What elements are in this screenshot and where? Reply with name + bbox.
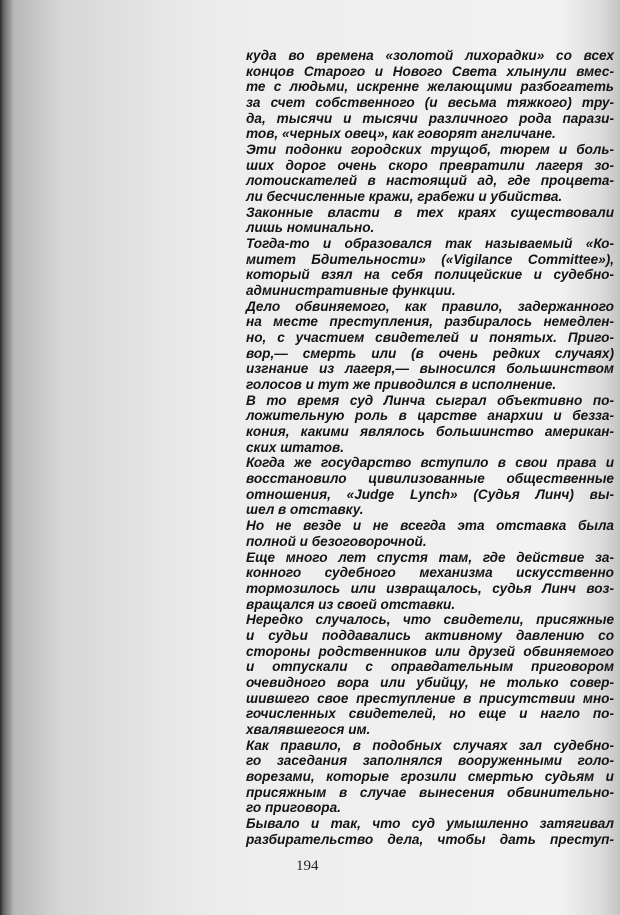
text-line: Еще много лет спустя там, где действие за- bbox=[246, 549, 614, 565]
text-line: который взял на себя полицейские и судебно- bbox=[246, 267, 614, 283]
text-line: В то время суд Линча сыграл объективно по- bbox=[246, 392, 614, 408]
text-line: тормозилось или извращалось, судья Линч воз- bbox=[246, 580, 614, 596]
text-line: голосов и тут же приводился в исполнение. bbox=[246, 377, 557, 393]
text-line: но, с участием свидетелей и понятых. Приго- bbox=[246, 330, 614, 346]
text-line: полной и безоговорочной. bbox=[246, 533, 427, 549]
page-number: 194 bbox=[296, 858, 319, 874]
text-line: лотоискателей в настоящий ад, где процвета- bbox=[246, 173, 614, 189]
text-line: очевидного вора или убийцу, не только совер- bbox=[246, 674, 614, 690]
paragraph bbox=[246, 236, 614, 299]
paragraph bbox=[246, 205, 614, 236]
text-line: Эти подонки городских трущоб, тюрем и боль- bbox=[246, 142, 614, 158]
text-line: куда во времена «золотой лихорадки» со всех bbox=[246, 48, 614, 63]
text-line: Когда же государство вступило в свои права и bbox=[246, 455, 614, 471]
text-line: Как правило, в подобных случаях зал судебно- bbox=[246, 737, 614, 753]
text-line: разбирательство дела, чтобы дать преступ- bbox=[246, 831, 614, 847]
text-line: административные функции. bbox=[246, 283, 456, 299]
text-line: хвалявшегося им. bbox=[246, 721, 371, 737]
text-line: изгнание из лагеря,— выносился большинством bbox=[246, 361, 614, 377]
text-line: лишь номинально. bbox=[246, 220, 375, 236]
text-line: и судьи поддавались активному давлению со bbox=[246, 627, 614, 643]
paragraph bbox=[246, 48, 614, 142]
text-line: ских штатов. bbox=[246, 439, 345, 455]
text-line: кония, какими являлось большинство американ- bbox=[246, 424, 614, 440]
text-line: ших дорог очень скоро превратили лагеря зо- bbox=[246, 157, 614, 173]
text-line: конного судебного механизма искусственно bbox=[246, 565, 614, 581]
paragraph bbox=[246, 816, 614, 847]
text-line: вращался из своей отставки. bbox=[246, 596, 456, 612]
page-body-text bbox=[246, 48, 614, 847]
text-line: восстановило цивилизованные общественные bbox=[246, 471, 614, 487]
paragraph bbox=[246, 299, 614, 393]
text-line: гочисленных свидетелей, но еще и нагло по- bbox=[246, 706, 614, 722]
text-line: и отпускали с оправдательным приговором bbox=[246, 659, 614, 675]
paragraph bbox=[246, 393, 614, 456]
paragraph bbox=[246, 518, 614, 549]
text-line: те с людьми, искренне желающими разбогатеть bbox=[246, 79, 614, 95]
text-line: ли бесчисленные кражи, грабежи и убийства. bbox=[246, 189, 563, 205]
text-line: го приговора. bbox=[246, 800, 341, 816]
paragraph bbox=[246, 612, 614, 737]
paragraph bbox=[246, 550, 614, 613]
text-line: ложительную роль в царстве анархии и безза- bbox=[246, 408, 614, 424]
text-line: за счет собственного (и весьма тяжкого) тру- bbox=[246, 95, 614, 111]
text-line: го заседания заполнялся вооруженными голо- bbox=[246, 753, 614, 769]
text-line: вор,— смерть или (в очень редких случаях) bbox=[246, 345, 614, 361]
text-line: тов, «черных овец», как говорят англичане. bbox=[246, 126, 556, 142]
text-line: Бывало и так, что суд умышленно затягивал bbox=[246, 815, 614, 831]
text-line: стороны родственников или друзей обвиняемого bbox=[246, 643, 614, 659]
text-line: на месте преступления, разбиралось немедлен- bbox=[246, 314, 614, 330]
text-line: Дело обвиняемого, как правило, задержанного bbox=[246, 298, 614, 314]
text-line: Но не везде и не всегда эта отставка была bbox=[246, 518, 614, 534]
paragraph bbox=[246, 738, 614, 816]
text-line: Тогда-то и образовался так называемый «Ко- bbox=[246, 236, 614, 252]
text-line: митет Бдительности» («Vigilance Committee»), bbox=[246, 251, 614, 267]
text-line: ворезами, которые грозили смертью судьям и bbox=[246, 768, 614, 784]
text-line: отношения, «Judge Lynch» (Судья Линч) вы- bbox=[246, 486, 614, 502]
text-line: шившего свое преступление в присутствии мно- bbox=[246, 690, 614, 706]
text-line: концов Старого и Нового Света хлынули вмес- bbox=[246, 63, 614, 79]
text-line: Законные власти в тех краях существовали bbox=[246, 204, 614, 220]
paragraph bbox=[246, 455, 614, 518]
text-line: да, тысячи и тысячи различного рода парази- bbox=[246, 110, 614, 126]
paragraph bbox=[246, 142, 614, 205]
text-line: присяжным в случае вынесения обвинительно- bbox=[246, 784, 614, 800]
text-line: шел в отставку. bbox=[246, 502, 364, 518]
text-line: Нередко случалось, что свидетели, присяжные bbox=[246, 612, 614, 628]
